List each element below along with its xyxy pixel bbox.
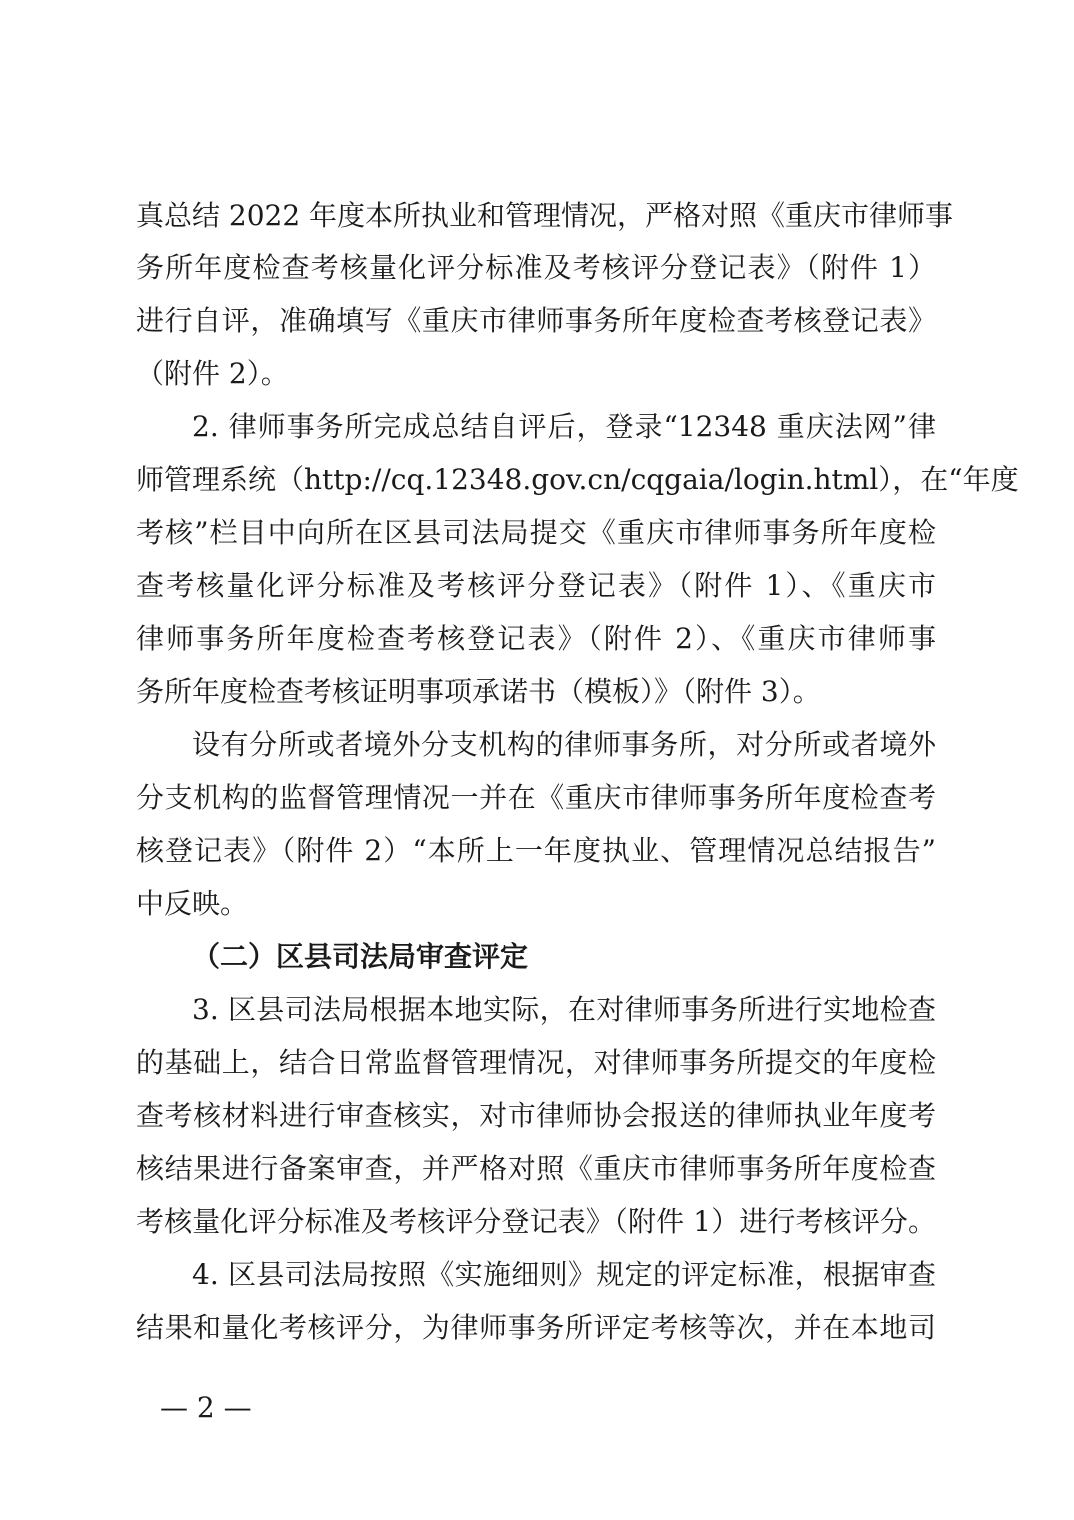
page-number: — 2 — [160, 1391, 252, 1424]
body-line: 真总结 2022 年度本所执业和管理情况，严格对照《重庆市律师事 [136, 199, 954, 232]
body-line: 务所年度检查考核量化评分标准及考核评分登记表》（附件 1） [136, 251, 936, 284]
body-line: 核登记表》（附件 2）“本所上一年度执业、管理情况总结报告” [136, 834, 936, 867]
body-line: 结果和量化考核评分，为律师事务所评定考核等次，并在本地司 [136, 1311, 936, 1344]
body-line: 务所年度检查考核证明事项承诺书（模板）》（附件 3）。 [136, 675, 821, 708]
paragraph-3-line: 3. 区县司法局根据本地实际，在对律师事务所进行实地检查 [192, 993, 936, 1026]
body-line: 进行自评，准确填写《重庆市律师事务所年度检查考核登记表》 [136, 304, 936, 337]
body-line: 师管理系统（http://cq.12348.gov.cn/cqgaia/login.html），在“年度 [136, 463, 1019, 496]
body-line: 中反映。 [136, 887, 249, 920]
body-line: 考核量化评分标准及考核评分登记表》（附件 1）进行考核评分。 [136, 1205, 936, 1238]
body-line: 查考核材料进行审查核实，对市律师协会报送的律师执业年度考 [136, 1099, 936, 1132]
body-line: 律师事务所年度检查考核登记表》（附件 2）、《重庆市律师事 [136, 622, 936, 655]
body-line: 分支机构的监督管理情况一并在《重庆市律师事务所年度检查考 [136, 781, 936, 814]
body-line: 的基础上，结合日常监督管理情况，对律师事务所提交的年度检 [136, 1046, 936, 1079]
body-line: 核结果进行备案审查，并严格对照《重庆市律师事务所年度检查 [136, 1152, 936, 1185]
body-line: 查考核量化评分标准及考核评分登记表》（附件 1）、《重庆市 [136, 569, 936, 602]
paragraph-2-line: 2. 律师事务所完成总结自评后，登录“12348 重庆法网”律 [192, 410, 936, 443]
body-line: 设有分所或者境外分支机构的律师事务所，对分所或者境外 [192, 728, 936, 761]
paragraph-4-line: 4. 区县司法局按照《实施细则》规定的评定标准，根据审查 [192, 1258, 936, 1291]
section-heading: （二）区县司法局审查评定 [192, 940, 529, 973]
body-line: 考核”栏目中向所在区县司法局提交《重庆市律师事务所年度检 [136, 516, 936, 549]
body-line: （附件 2）。 [136, 357, 289, 390]
